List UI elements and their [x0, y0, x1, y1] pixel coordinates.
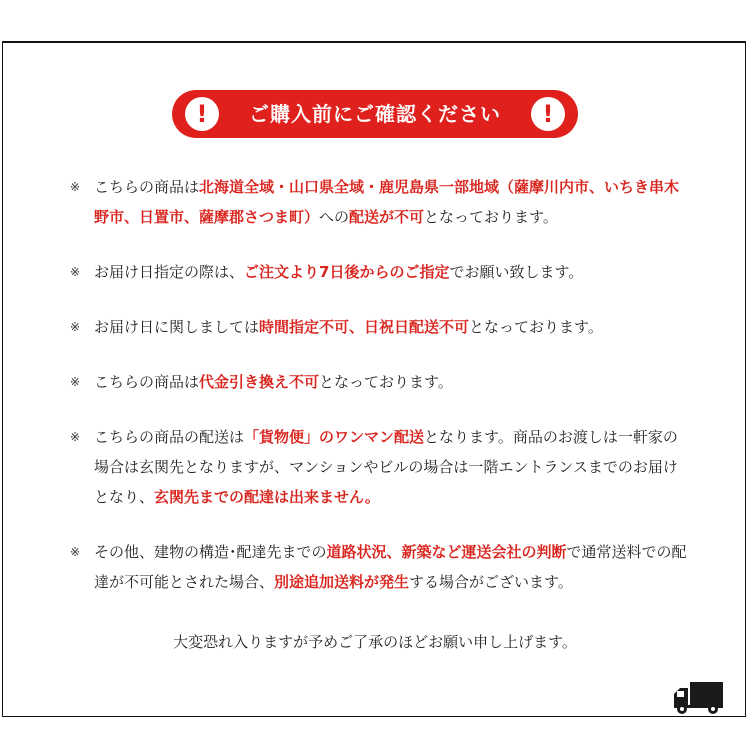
note-text: となっております。: [469, 318, 603, 336]
note-highlight: 時間指定不可、日祝日配送不可: [259, 318, 470, 336]
note-text: で通常送料での配達が不可能とされた場合、: [94, 543, 687, 591]
note-highlight: 配送が不可: [349, 208, 425, 226]
notes-list: [70, 172, 690, 622]
note-mark: ※: [70, 320, 81, 334]
note-text: その他、建物の構造･配達先までの: [94, 543, 327, 561]
exclamation-icon: !: [531, 97, 565, 131]
exclamation-icon: !: [185, 97, 219, 131]
note-highlight: 玄関先までの配達は出来ません。: [154, 488, 380, 506]
note-highlight: 代金引き換え不可: [199, 373, 320, 391]
note-text: お届け日指定の際は、: [94, 263, 245, 281]
note-text: お届け日に関しましては: [94, 318, 260, 336]
note-mark: ※: [70, 180, 81, 194]
note-item: [70, 537, 690, 597]
note-item: [70, 257, 690, 287]
note-item: [70, 367, 690, 397]
notice-banner: [172, 90, 578, 138]
note-text: への: [319, 208, 350, 226]
note-highlight: 北海道全域・山口県全域・鹿児島県一部地域（薩摩川内市、いちき串木野市、日置市、薩摩郡さつま町）: [94, 178, 680, 226]
banner-title: ご購入前にご確認ください: [249, 102, 501, 126]
note-mark: ※: [70, 375, 81, 389]
note-mark: ※: [70, 545, 81, 559]
note-text: する場合がございます。: [409, 573, 573, 591]
truck-icon: [672, 680, 724, 716]
note-text: こちらの商品の配送は: [94, 428, 245, 446]
closing-message: 大変恐れ入りますが予めご了承のほどお願い申し上げます。: [173, 633, 577, 651]
note-highlight: 道路状況、新築など運送会社の判断: [326, 543, 567, 561]
note-text: でお願い致します。: [449, 263, 584, 281]
note-highlight: 別途追加送料が発生: [274, 573, 410, 591]
note-item: [70, 312, 690, 342]
note-mark: ※: [70, 265, 81, 279]
note-mark: ※: [70, 430, 81, 444]
note-text: となっております。: [424, 208, 558, 226]
note-text: となります。商品のお渡しは一軒家の場合は玄関先となりますが、マンションやビルの場合は一階エントランスまでのお届けとなり、: [94, 428, 678, 506]
note-text: こちらの商品は: [94, 373, 200, 391]
note-item: [70, 172, 690, 232]
note-text: こちらの商品は: [94, 178, 200, 196]
note-text: となっております。: [319, 373, 453, 391]
note-highlight: ご注文より7日後からのご指定: [244, 263, 450, 281]
note-highlight: 「貨物便」のワンマン配送: [244, 428, 425, 446]
note-item: [70, 422, 690, 512]
